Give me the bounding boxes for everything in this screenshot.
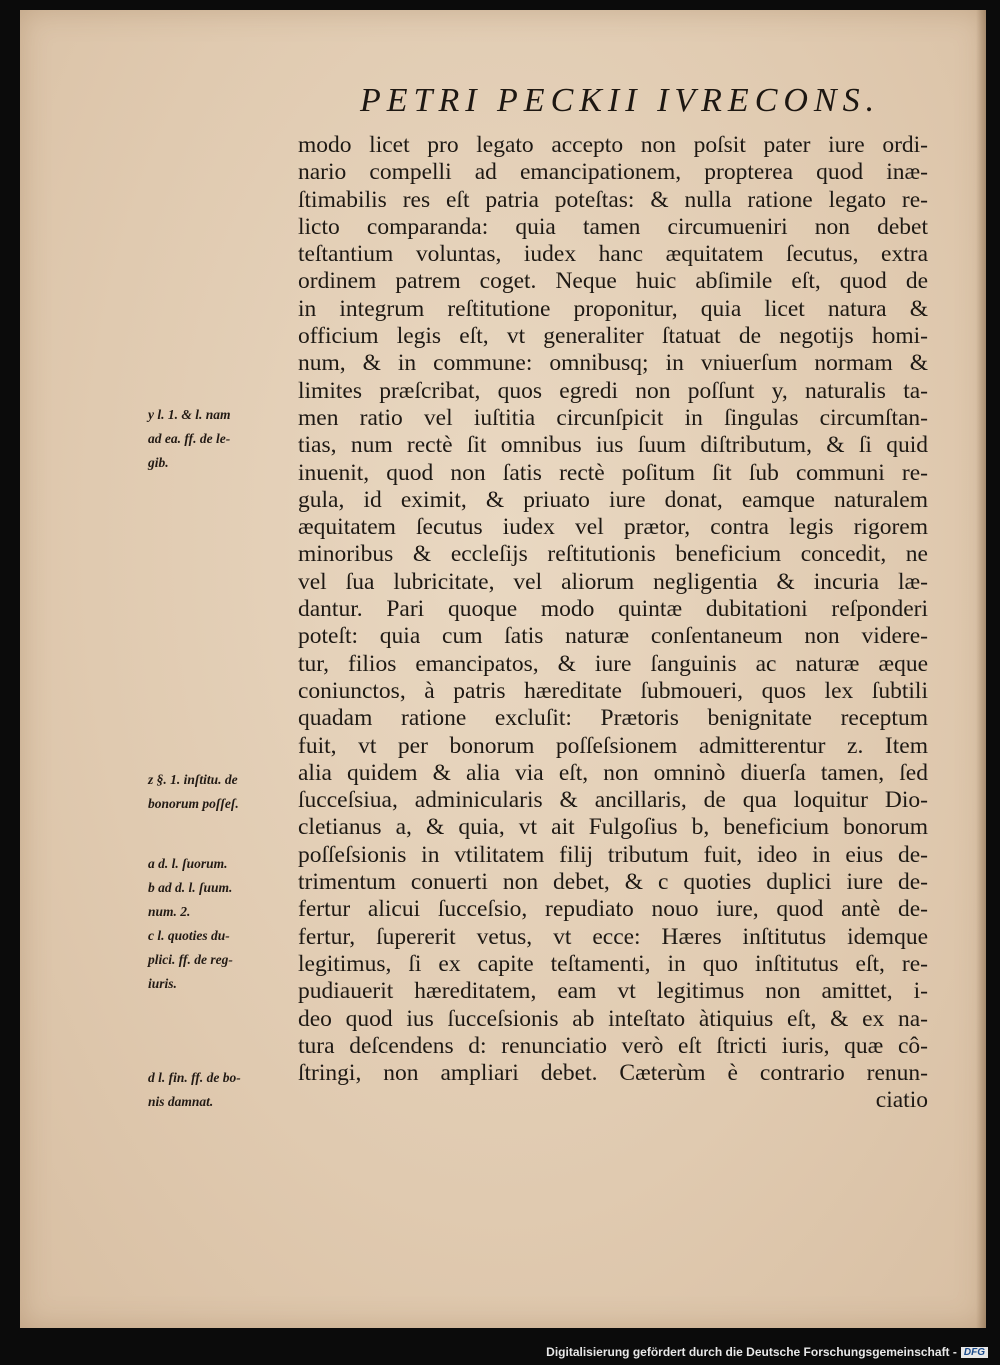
text-line: officium legis eſt, vt generaliter ſtatuat de negotijs homi-	[298, 323, 928, 350]
text-line: modo licet pro legato accepto non poſsit pater iure ordi-	[298, 132, 928, 158]
footer-text: Digitalisierung gefördert durch die Deutsche Forschungsgemeinschaft -	[546, 1345, 957, 1359]
text-line: num, & in commune: omnibusq; in vniuerſum normam &	[298, 350, 928, 377]
text-line: limites præſcribat, quos egredi non poſſunt y, naturalis ta-	[298, 377, 928, 404]
digitization-footer	[546, 1345, 988, 1359]
text-line: ſtringi, non ampliari debet. Cæterùm è contrario renun-	[298, 1060, 928, 1087]
text-line: coniunctos, à patris hæreditate ſubmoueri, quos lex ſubtili	[298, 677, 928, 704]
text-line: licto comparanda: quia tamen circumueniri non debet	[298, 213, 928, 240]
text-line: æquitatem ſecutus iudex vel prætor, contra legis rigorem	[298, 514, 928, 541]
margin-note-line: nis damnat.	[148, 1094, 214, 1109]
margin-note-line: plici. ff. de reg-	[148, 952, 233, 967]
text-line: vel ſua lubricitate, vel aliorum negligentia & incuria læ-	[298, 568, 928, 595]
margin-note-z	[148, 768, 298, 816]
text-line: poteſt: quia cum ſatis naturæ conſentaneum non videre-	[298, 623, 928, 650]
margin-note-b	[148, 876, 298, 924]
margin-note-line: a d. l. ſuorum.	[148, 856, 228, 871]
margin-note-line: num. 2.	[148, 904, 191, 919]
text-line: tura deſcendens d: renunciatio verò eſt ſtricti iuris, quæ cô-	[298, 1032, 928, 1059]
text-line: ordinem patrem coget. Neque huic abſimile eſt, quod de	[298, 268, 928, 295]
margin-note-line: bonorum poſſeſ.	[148, 796, 239, 811]
text-line: tur, filios emancipatos, & iure ſanguinis ac naturæ æque	[298, 650, 928, 677]
margin-note-line: y l. 1. & l. nam	[148, 407, 231, 422]
page-edge-shadow	[976, 10, 986, 1328]
text-line: deo quod ius ſucceſsionis ab inteſtato àtiquius eſt, & ex na-	[298, 1005, 928, 1032]
text-line: gula, id eximit, & priuato iure donat, eamque naturalem	[298, 486, 928, 513]
text-line: in integrum reſtitutione proponitur, quia licet natura &	[298, 295, 928, 322]
body-text	[298, 132, 928, 1115]
text-line: nario compelli ad emancipationem, propterea quod inæ-	[298, 159, 928, 186]
text-line: legitimus, ſi ex capite teſtamenti, in quo inſtitutus eſt, re-	[298, 950, 928, 977]
text-line: dantur. Pari quoque modo quintæ dubitationi reſponderi	[298, 596, 928, 623]
running-head: PETRI PECKII IVRECONS.	[360, 82, 881, 119]
margin-note-line: gib.	[148, 455, 169, 470]
margin-note-d	[148, 1066, 298, 1114]
margin-note-a	[148, 852, 298, 876]
text-line: trimentum conuerti non debet, & c quoties duplici iure de-	[298, 869, 928, 896]
text-line: alia quidem & alia via eſt, non omninò diuerſa tamen, ſed	[298, 759, 928, 786]
text-line: fertur alicui ſucceſsio, repudiato nouo iure, quod antè de-	[298, 896, 928, 923]
margin-note-line: b ad d. l. ſuum.	[148, 880, 233, 895]
text-line: ſtimabilis res eſt patria poteſtas: & nulla ratione legato re-	[298, 186, 928, 213]
text-line: quadam ratione excluſit: Prætoris benignitate receptum	[298, 705, 928, 732]
margin-note-line: ad ea. ff. de le-	[148, 431, 231, 446]
margin-note-y	[148, 403, 298, 475]
text-line: pudiauerit hæreditatem, eam vt legitimus non amittet, i-	[298, 978, 928, 1005]
text-line: inuenit, quod non ſatis rectè poſitum ſit ſub communi re-	[298, 459, 928, 486]
book-page	[20, 10, 986, 1328]
text-line: cletianus a, & quia, vt ait Fulgoſius b, beneficium bonorum	[298, 814, 928, 841]
text-line: poſſeſsionis in vtilitatem filij tributum fuit, ideo in eius de-	[298, 841, 928, 868]
text-line: teſtantium voluntas, iudex hanc æquitatem ſecutus, extra	[298, 241, 928, 268]
text-line: fuit, vt per bonorum poſſeſsionem admitterentur z. Item	[298, 732, 928, 759]
margin-note-line: d l. fin. ff. de bo-	[148, 1070, 241, 1085]
text-line: ciatio	[875, 1087, 928, 1114]
text-line: tias, num rectè ſit omnibus ius ſuum diſtributum, & ſi quid	[298, 432, 928, 459]
text-line: minoribus & eccleſijs reſtitutionis beneficium concedit, ne	[298, 541, 928, 568]
text-line: ſucceſsiua, adminicularis & ancillaris, de qua loquitur Dio-	[298, 787, 928, 814]
margin-note-line: iuris.	[148, 976, 177, 991]
text-line: men ratio vel iuſtitia circunſpicit in ſingulas circumſtan-	[298, 404, 928, 431]
text-line: fertur, ſupererit vetus, vt ecce: Hæres inſtitutus idemque	[298, 923, 928, 950]
margin-note-c	[148, 924, 298, 996]
dfg-logo: DFG	[961, 1347, 988, 1358]
margin-note-line: z §. 1. inſtitu. de	[148, 772, 238, 787]
margin-note-line: c l. quoties du-	[148, 928, 230, 943]
